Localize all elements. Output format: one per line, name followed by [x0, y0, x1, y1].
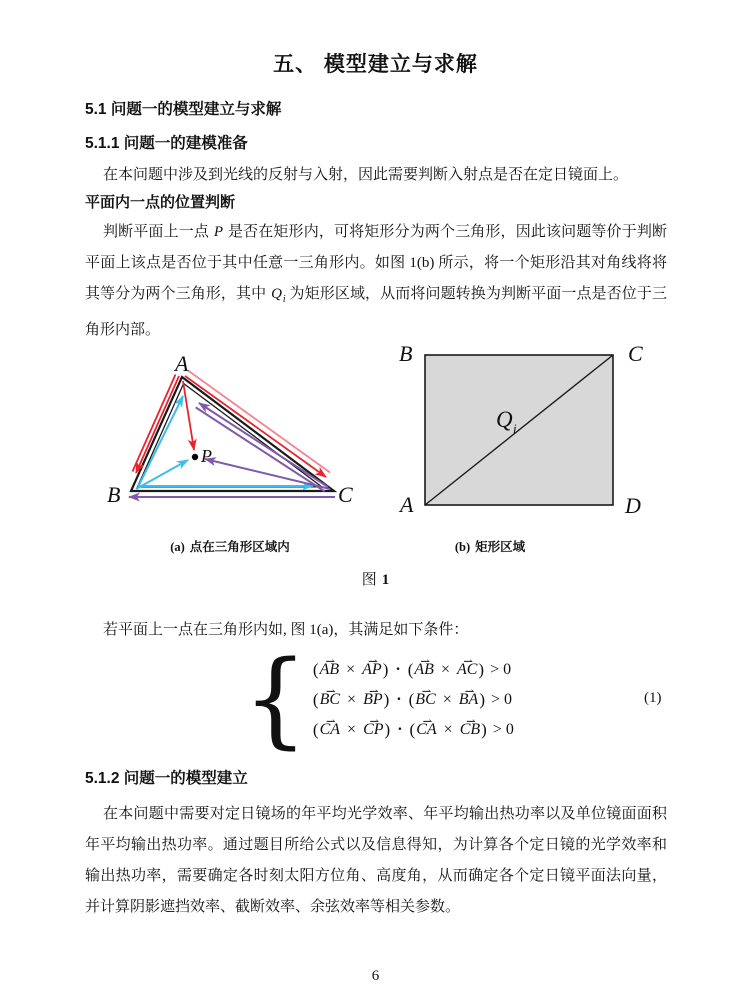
math-var-Q: Q	[271, 286, 282, 302]
equation-line-2: ( BC ⇀ × BP ⇀ ) · ( BC ⇀ × BA ⇀ ) > 0	[313, 685, 514, 715]
equation-line-1: ( AB ⇀ × AP ⇀ ) · ( AB ⇀ × AC ⇀ ) > 0	[313, 655, 514, 685]
vector-AB: AB ⇀	[320, 661, 340, 679]
section-heading-5-1: 5.1 问题一的模型建立与求解	[85, 101, 282, 118]
label-C: C	[628, 341, 643, 366]
vector-CP: CP ⇀	[363, 721, 383, 739]
equation-lines	[313, 655, 514, 745]
equation-brace: {	[243, 638, 308, 761]
caption-a-tag: (a)	[170, 540, 185, 554]
caption-figure-a	[95, 537, 365, 555]
math-var-P: P	[213, 224, 224, 240]
figure-number: 1	[381, 572, 390, 588]
page-title: 五、 模型建立与求解	[273, 53, 478, 76]
text-segment: 判断平面上一点	[103, 224, 213, 240]
label-D: D	[625, 493, 641, 518]
label-Q-subscript: i	[513, 421, 517, 436]
text-segment: 是否在矩形内，可将矩形分为两个三角形，因此该问题等价于判断平面上该点是否位于其中任意一三角形内。如图 1(b) 所示，将一个矩形沿其对角线将将其等分为两个三角形，其中	[85, 224, 667, 302]
vector-BA: BA ⇀	[459, 691, 479, 709]
section-heading-5-1-1: 5.1.1 问题一的建模准备	[85, 135, 248, 152]
caption-b-text: 矩形区域	[475, 540, 526, 554]
figure-word: 图	[361, 572, 377, 588]
equation-line-3: ( CA ⇀ × CP ⇀ ) · ( CA ⇀ × CB ⇀ ) > 0	[313, 715, 514, 745]
caption-figure-b	[355, 537, 625, 555]
caption-b-tag: (b)	[454, 540, 471, 554]
math-var-Q-subscript: i	[282, 294, 286, 305]
equation-system	[243, 638, 514, 761]
label-B: B	[399, 341, 413, 366]
section-heading-5-1-2: 5.1.2 问题一的模型建立	[85, 770, 248, 787]
paragraph-intro: 在本问题中涉及到光线的反射与入射，因此需要判断入射点是否在定日镜面上。	[103, 167, 629, 183]
paragraph-condition-intro: 若平面上一点在三角形内如, 图 1(a)，其满足如下条件：	[103, 622, 469, 638]
vector-CA: CA ⇀	[320, 721, 340, 739]
label-C: C	[338, 482, 353, 507]
label-A: A	[400, 492, 414, 517]
caption-a-text: 点在三角形区域内	[189, 540, 290, 554]
vector-CB: CB ⇀	[460, 721, 480, 739]
label-Q: Q	[496, 407, 513, 432]
vector-CA: CA ⇀	[416, 721, 436, 739]
equation-number: (1)	[644, 690, 662, 706]
figure-b-rectangle-diagram	[385, 340, 675, 520]
vector-BC: BC ⇀	[320, 691, 340, 709]
paragraph-model-building: 在本问题中需要对定日镜场的年平均光学效率、年平均输出热功率以及单位镜面面积年平均输出热功率。通过题目所给公式以及信息得知，为计算各个定日镜的光学效率和输出热功率，需要确定各时刻太阳方位角、高度角，从而确定各个定日镜平面法向量，并计算阴影遮挡效率、截断效率、余弦效率等相关参数。	[85, 806, 667, 915]
vector-AB: AB ⇀	[414, 661, 434, 679]
vector-AC: AC ⇀	[457, 661, 477, 679]
arrows-from-A	[133, 375, 327, 478]
figure-number-label	[0, 568, 751, 589]
paragraph-rectangle-split	[85, 217, 667, 346]
vector-BC: BC ⇀	[415, 691, 435, 709]
figure-a-triangle-diagram	[95, 345, 365, 535]
vector-AP: AP ⇀	[362, 661, 382, 679]
label-A: A	[175, 351, 189, 376]
label-P: P	[201, 446, 212, 466]
point-P-dot	[192, 454, 198, 460]
inline-heading-point-position: 平面内一点的位置判断	[85, 194, 236, 211]
text-segment: 为矩形区域，从而将问题转换为判断平面一点是否位于三角形内部。	[85, 286, 667, 338]
page-number: 6	[371, 968, 380, 984]
vector-BP: BP ⇀	[363, 691, 383, 709]
label-B: B	[107, 482, 121, 507]
